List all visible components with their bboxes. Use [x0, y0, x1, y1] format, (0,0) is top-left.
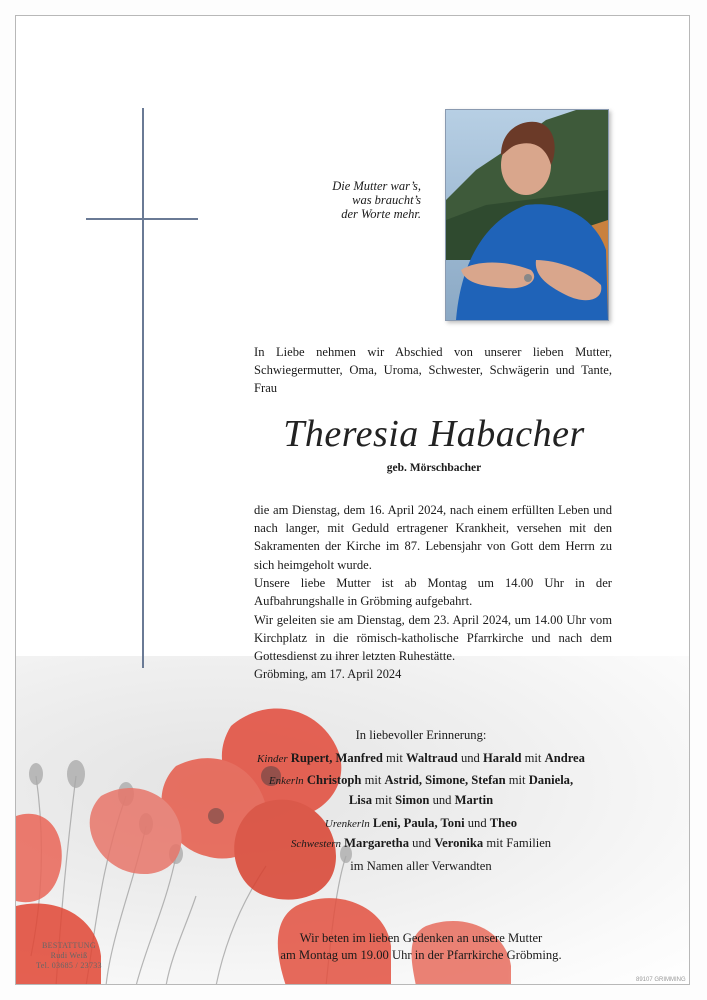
mourners-enkerln-2	[196, 790, 646, 810]
mourners-heading: In liebevoller Erinnerung:	[355, 728, 487, 742]
notice-frame	[15, 15, 690, 985]
paragraph-viewing: Unsere liebe Mutter ist ab Montag um 14.00 Uhr in der Aufbahrungshalle in Gröbming aufgebahrt.	[254, 576, 612, 609]
mourners-enkerln	[196, 770, 646, 791]
mourners-schwestern	[196, 833, 646, 854]
enkerln-name: Simon	[395, 793, 430, 807]
mourners-kinder	[196, 748, 646, 769]
enkerln-name: Lisa	[348, 793, 372, 807]
kinder-names: Rupert, Manfred	[290, 751, 383, 765]
prayer-line-2: am Montag um 19.00 Uhr in der Pfarrkirche Gröbming.	[280, 948, 562, 962]
enkerln-name: Daniela,	[528, 773, 574, 787]
intro-text: In Liebe nehmen wir Abschied von unserer lieben Mutter, Schwiegermutter, Oma, Uroma, Schwester, Schwägerin und Tante, Frau	[254, 345, 612, 396]
portrait-photo	[445, 109, 609, 321]
schwestern-label: Schwestern	[290, 838, 342, 850]
connector: mit Familien	[486, 836, 552, 850]
schwestern-name: Margaretha	[344, 836, 409, 850]
kinder-harald: Harald	[483, 751, 522, 765]
connector: mit	[375, 793, 392, 807]
funeral-home-line-3: Tel. 03685 / 23733	[36, 961, 102, 970]
mourners-urenkerln	[196, 813, 646, 834]
enkerln-name: Astrid, Simone, Stefan	[384, 773, 506, 787]
connector: und	[412, 836, 432, 850]
deceased-name: Theresia Habacher	[283, 413, 585, 455]
connector: mit	[386, 751, 403, 765]
cross-vertical	[142, 108, 144, 668]
kinder-partner-1: Waltraud	[406, 751, 458, 765]
connector: und	[467, 816, 487, 830]
urenkerln-name: Theo	[489, 816, 518, 830]
motto-line-2: was braucht’s	[352, 193, 421, 207]
connector: mit	[524, 751, 542, 765]
connector: und	[432, 793, 452, 807]
enkerln-name: Christoph	[306, 773, 362, 787]
kinder-label: Kinder	[257, 753, 288, 765]
connector: mit	[508, 773, 526, 787]
paragraph-funeral: Wir geleiten sie am Dienstag, dem 23. April 2024, um 14.00 Uhr vom Kirchplatz in die römisch-katholische Pfarrkirche und nach dem Gottesdienst zu ihrer letzten Ruhestätte.	[254, 613, 612, 664]
enkerln-label: Enkerln	[268, 775, 304, 787]
connector: mit	[364, 773, 382, 787]
motto-line-1: Die Mutter war’s,	[332, 179, 421, 193]
place-date: Gröbming, am 17. April 2024	[254, 667, 402, 681]
funeral-home-info	[24, 941, 114, 971]
motto-line-3: der Worte mehr.	[341, 207, 421, 221]
mourners-closing: im Namen aller Verwandten	[350, 859, 492, 873]
urenkerln-names: Leni, Paula, Toni	[372, 816, 465, 830]
prayer-line-1: Wir beten im lieben Gedenken an unsere Mutter	[299, 931, 543, 945]
enkerln-name: Martin	[454, 793, 494, 807]
footer-code: 89107 GRIMMING	[636, 977, 686, 983]
schwestern-name: Veronika	[434, 836, 484, 850]
funeral-home-line-2: Rudi Weiß	[50, 951, 88, 960]
birth-name: geb. Mörschbacher	[386, 462, 482, 474]
urenkerln-label: Urenkerln	[324, 818, 370, 830]
paragraph-death: die am Dienstag, dem 16. April 2024, nach einem erfüllten Leben und nach langer, mit Geduld ertragener Krankheit, versehen mit den Sakramenten der Kirche im 87. Lebensjahr von Gott dem Herrn zu sich heimgeholt wurde.	[254, 503, 612, 572]
prayer-notice	[196, 930, 646, 964]
connector: und	[460, 751, 480, 765]
cross-horizontal	[86, 218, 198, 220]
kinder-partner-2: Andrea	[544, 751, 585, 765]
motto-quote	[261, 179, 421, 221]
funeral-home-line-1: BESTATTUNG	[42, 941, 96, 950]
